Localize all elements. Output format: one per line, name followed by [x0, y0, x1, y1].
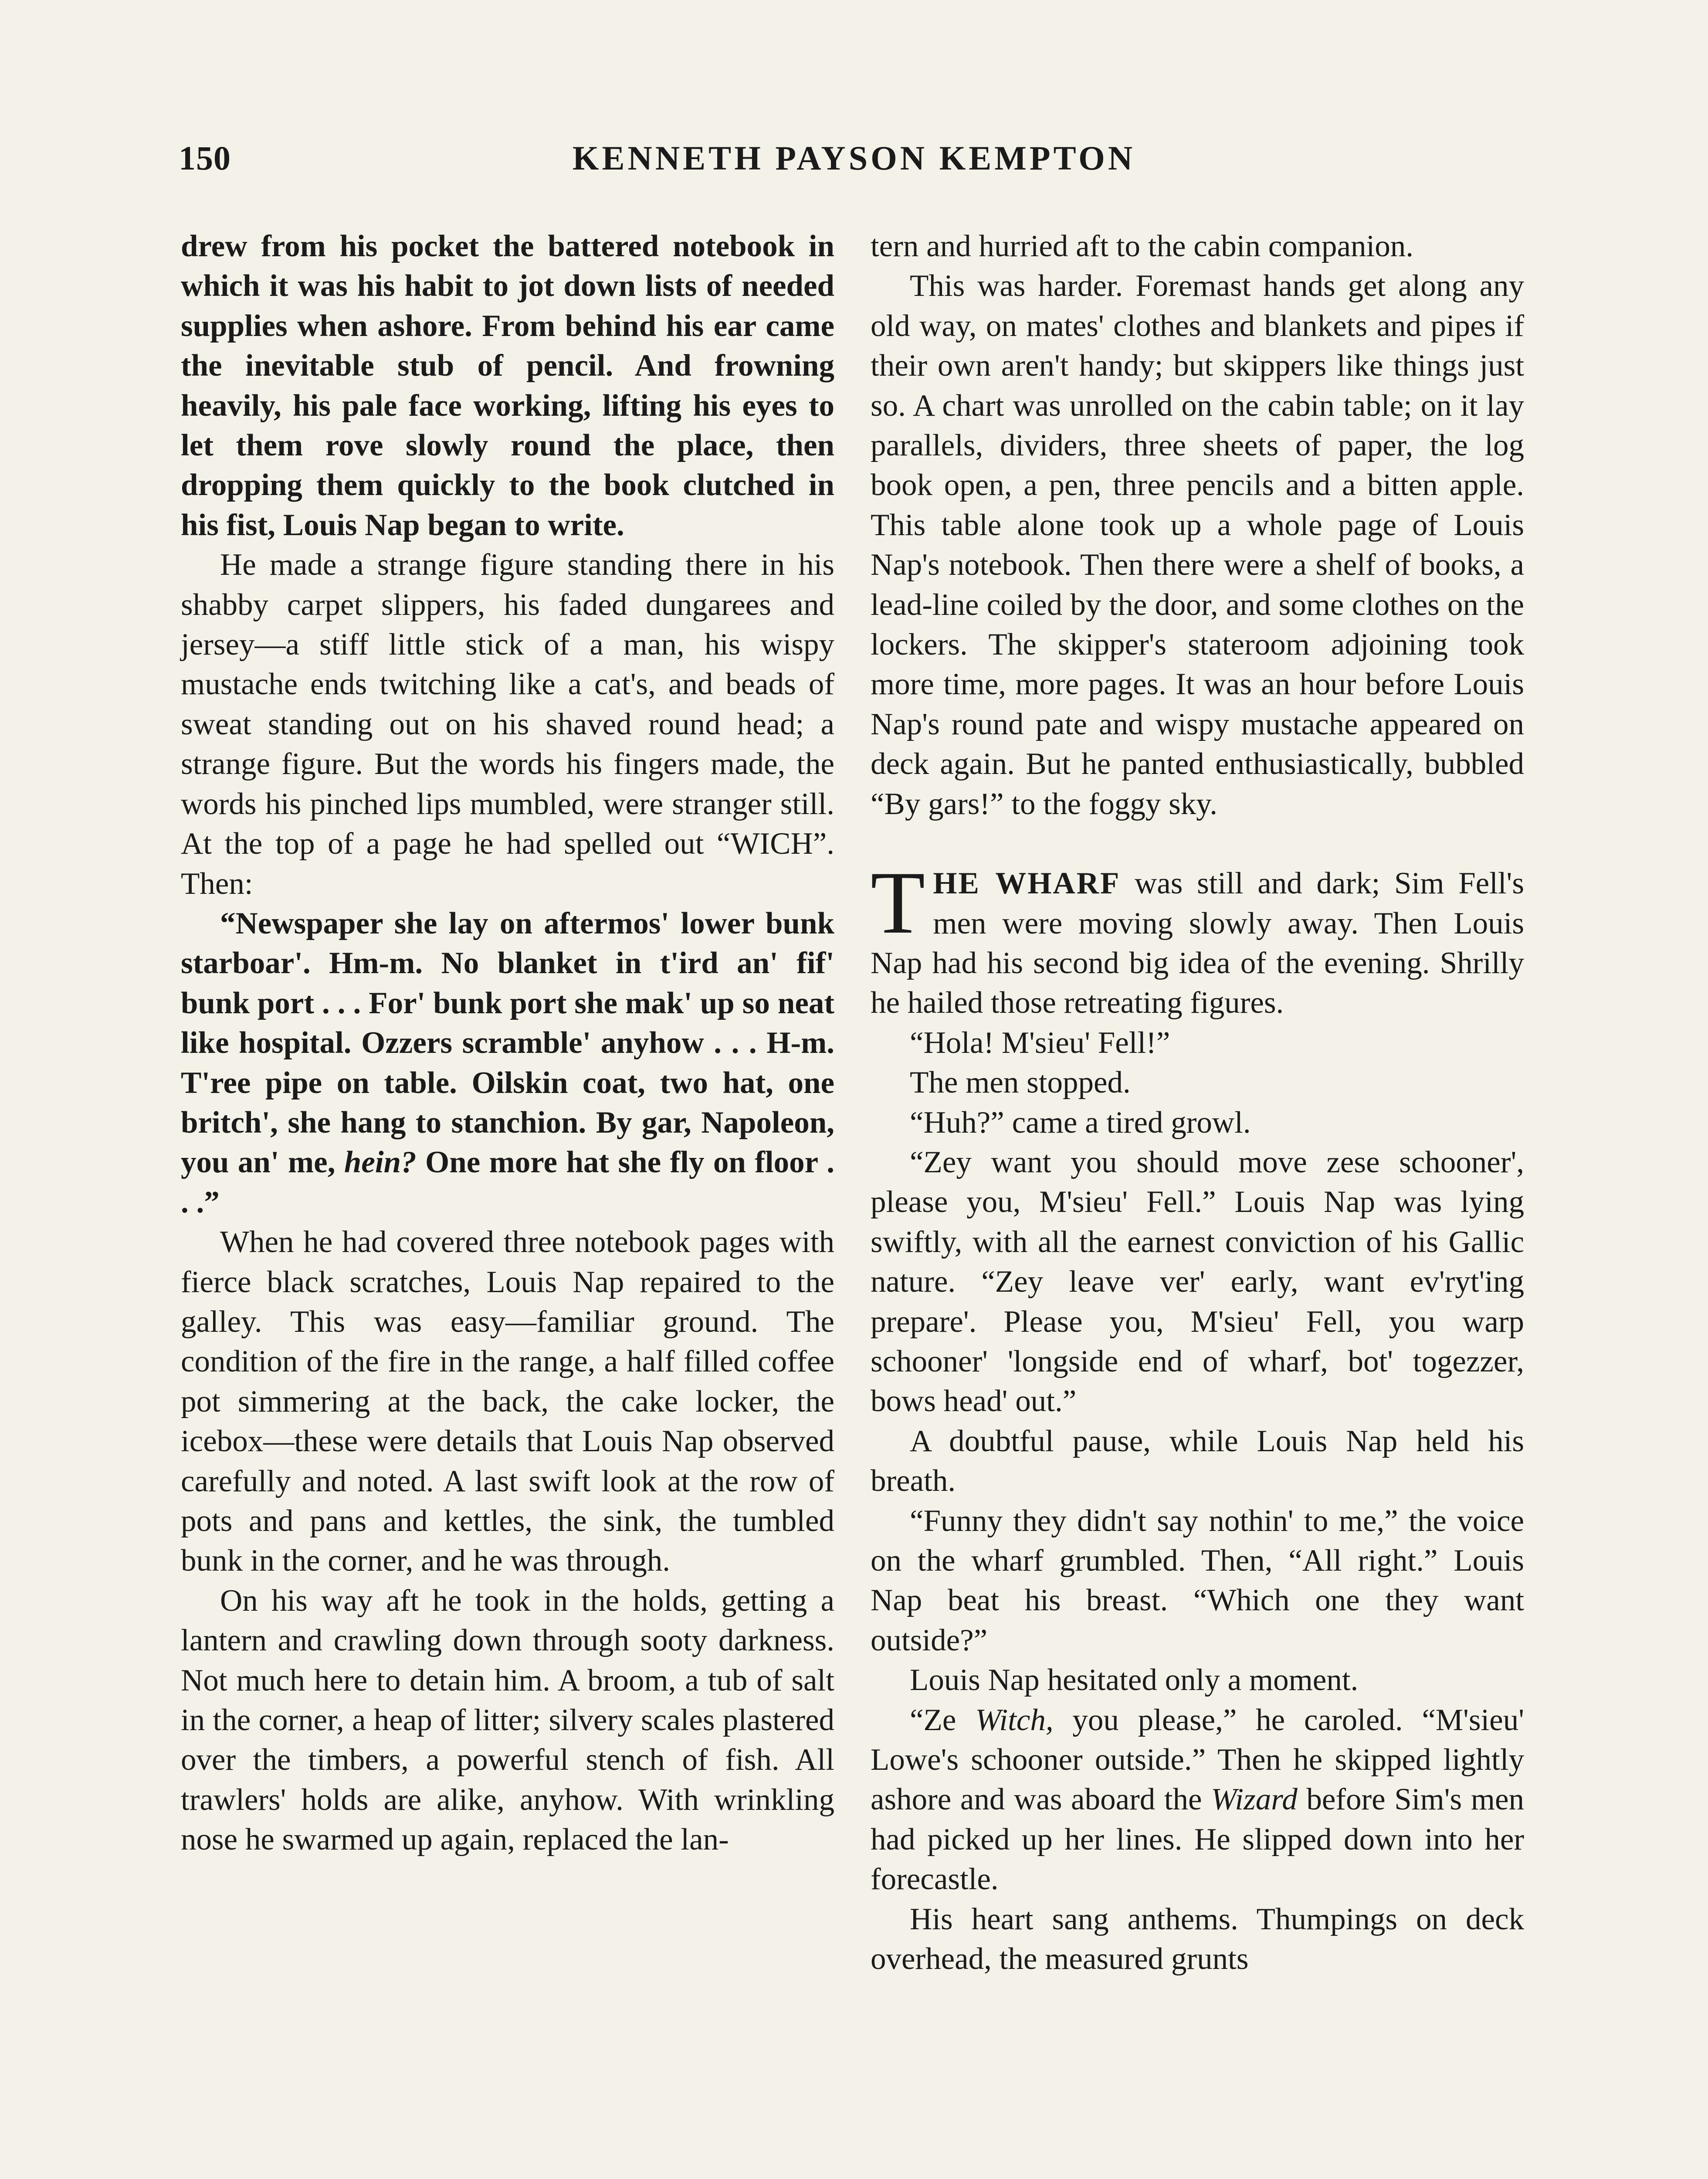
italic-word: hein? — [344, 1145, 417, 1180]
drop-cap: T — [871, 853, 925, 953]
paragraph-text: before Sim's men had picked up her lines. He slipped down into her forecastle. — [871, 1782, 1525, 1897]
paragraph: He made a strange figure standing there in his shabby carpet slippers, his faded dungarees and jersey—a stiff little stick of a man, his wispy mustache ends twitching like a cat's, and beads of sweat standing out on his shaved round head; a strange figure. But the words his fingers made, the words his pinched lips mumbled, were stranger still. At the top of a page he had spelled out “WICH”. Then: — [181, 548, 834, 901]
paragraph: “Hola! M'sieu' Fell!” — [910, 1025, 1170, 1060]
right-column — [871, 227, 1524, 1979]
dialogue-text: One more hat she fly on floor . . .” — [181, 1145, 834, 1219]
page-header — [179, 139, 1529, 187]
running-head: KENNETH PAYSON KEMPTON — [572, 139, 1136, 177]
paragraph: drew from his pocket the battered notebook in which it was his habit to jot down lists of needed supplies when ashore. From behind his ear came the inevitable stub of pencil. And frowning heavily, his pale face working, lifting his eyes to let them rove slowly round the place, then dropping them quickly to the book clutched in his fist, Louis Nap began to write. — [181, 229, 834, 542]
paragraph: When he had covered three notebook pages with fierce black scratches, Louis Nap repaired to the galley. This was easy—familiar ground. The condition of the fire in the range, a half filled coffee pot simmering at the back, the cake locker, the icebox—these were details that Louis Nap observed carefully and noted. A last swift look at the row of pots and pans and kettles, the sink, the tumbled bunk in the corner, and he was through. — [181, 1225, 834, 1578]
small-caps-lead: HE WHARF — [933, 866, 1121, 901]
paragraph-text: was still and dark; Sim Fell's men were moving slowly away. Then Louis Nap had his second big idea of the evening. Shrilly he hailed those retreating figures. — [871, 866, 1524, 1020]
paragraph: “Huh?” came a tired growl. — [910, 1105, 1251, 1140]
paragraph: The men stopped. — [910, 1066, 1131, 1100]
paragraph-text: “Ze — [910, 1703, 976, 1737]
paragraph: On his way aft he took in the holds, getting a lantern and crawling down through sooty darkness. Not much here to detain him. A broom, a tub of salt in the corner, a heap of litter; silvery scales plastered over the timbers, a powerful stench of fish. All trawlers' holds are alike, anyhow. With wrinkling nose he swarmed up again, replaced the lan- — [181, 1583, 834, 1857]
section-opening-paragraph — [871, 853, 1524, 1023]
paragraph: His heart sang anthems. Thumpings on deck overhead, the measured grunts — [871, 1902, 1524, 1976]
dialogue-text: “Newspaper she lay on aftermos' lower bunk starboar'. Hm-m. No blanket in t'ird an' fif' bunk port . . . For' bunk port she mak' up so neat like hospital. Ozzers scramble' anyhow . . . H-m. T'ree pipe on table. Oilskin coat, two hat, one britch', she hang to stanchion. By gar, Napoleon, you an' me, — [181, 906, 834, 1180]
page-number: 150 — [179, 139, 231, 177]
paragraph: “Zey want you should move zese schooner', please you, M'sieu' Fell.” Louis Nap was lying swiftly, with all the earnest conviction of his Gallic nature. “Zey leave ver' early, want ev'ryt'ing prepare'. Please you, M'sieu' Fell, you warp schooner' 'longside end of wharf, bot' togezzer, bows head' out.” — [871, 1145, 1524, 1419]
italic-ship-name: Witch, — [975, 1703, 1054, 1737]
paragraph: This was harder. Foremast hands get along any old way, on mates' clothes and blankets and pipes if their own aren't handy; but skippers like things just so. A chart was unrolled on the cabin table; on it lay parallels, dividers, three sheets of paper, the log book open, a pen, three pencils and a bitten apple. This table alone took up a whole page of Louis Nap's notebook. Then there were a shelf of books, a lead-line coiled by the door, and some clothes on the lockers. The skipper's stateroom adjoining took more time, more pages. It was an hour before Louis Nap's round pate and wispy mustache appeared on deck again. But he panted enthusiastically, bubbled “By gars!” to the foggy sky. — [871, 269, 1524, 821]
paragraph: Louis Nap hesitated only a moment. — [910, 1663, 1359, 1697]
paragraph: A doubtful pause, while Louis Nap held his breath. — [871, 1424, 1524, 1498]
left-column — [181, 227, 834, 1860]
italic-ship-name: Wizard — [1211, 1782, 1298, 1817]
paragraph — [871, 1700, 1524, 1900]
paragraph-text: you please,” he caroled. “M'sieu' Lowe's schooner outside.” Then he skipped lightly ashore and was aboard the — [871, 1703, 1524, 1817]
paragraph: “Funny they didn't say nothin' to me,” the voice on the wharf grumbled. Then, “All right.” Louis Nap beat his breast. “Which one they want outside?” — [871, 1504, 1524, 1657]
paragraph: tern and hurried aft to the cabin companion. — [871, 229, 1414, 263]
paragraph — [181, 904, 834, 1222]
